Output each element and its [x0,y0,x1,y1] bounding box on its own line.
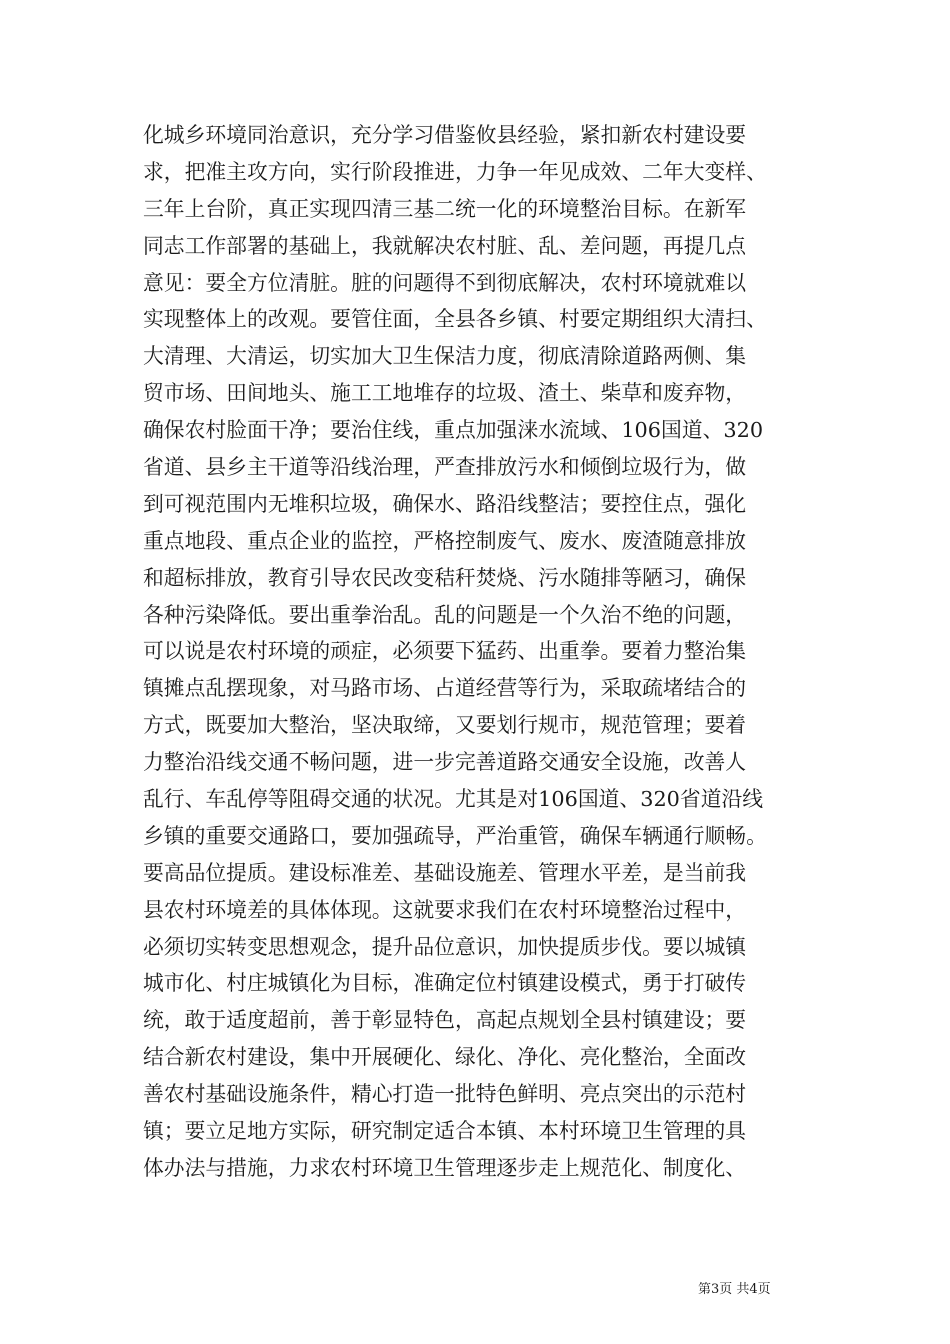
text-line: 结合新农村建设，集中开展硬化、绿化、净化、亮化整治，全面改 [143,1045,747,1070]
text-line: 乱行、车乱停等阻碍交通的状况。尤其是对106国道、320省道沿线 [143,787,764,812]
text-line: 必须切实转变思想观念，提升品位意识，加快提质步伐。要以城镇 [143,934,747,959]
text-line: 实现整体上的改观。要管住面，全县各乡镇、村要定期组织大清扫、 [143,307,767,332]
text-line: 和超标排放，教育引导农民改变秸秆焚烧、污水随排等陋习，确保 [143,565,747,590]
text-line: 统，敢于适度超前，善于彰显特色，高起点规划全县村镇建设；要 [143,1008,747,1033]
text-line: 各种污染降低。要出重拳治乱。乱的问题是一个久治不绝的问题， [143,602,747,627]
text-line: 省道、县乡主干道等沿线治理，严查排放污水和倾倒垃圾行为，做 [143,455,747,480]
text-line: 求，把准主攻方向，实行阶段推进，力争一年见成效、二年大变样、 [143,159,767,184]
text-line: 三年上台阶，真正实现四清三基二统一化的环境整治目标。在新军 [143,196,747,221]
text-line: 力整治沿线交通不畅问题，进一步完善道路交通安全设施，改善人 [143,750,747,775]
body-text [143,117,843,1187]
page-number: 第3页 共4页 [698,1282,771,1297]
text-line: 要高品位提质。建设标准差、基础设施差、管理水平差，是当前我 [143,860,747,885]
text-line: 意见：要全方位清脏。脏的问题得不到彻底解决，农村环境就难以 [143,270,747,295]
text-line: 城市化、村庄城镇化为目标，准确定位村镇建设模式，勇于打破传 [143,971,747,996]
text-line: 镇摊点乱摆现象，对马路市场、占道经营等行为，采取疏堵结合的 [143,676,747,701]
text-line: 方式，既要加大整治，坚决取缔，又要划行规市，规范管理；要着 [143,713,747,738]
text-line: 镇；要立足地方实际，研究制定适合本镇、本村环境卫生管理的具 [143,1119,747,1144]
text-line: 同志工作部署的基础上，我就解决农村脏、乱、差问题，再提几点 [143,233,747,258]
text-line: 体办法与措施，力求农村环境卫生管理逐步走上规范化、制度化、 [143,1155,747,1180]
text-line: 大清理、大清运，切实加大卫生保洁力度，彻底清除道路两侧、集 [143,344,747,369]
text-line: 化城乡环境同治意识，充分学习借鉴攸县经验，紧扣新农村建设要 [143,123,747,147]
text-line: 确保农村脸面干净；要治住线，重点加强涞水流域、106国道、320 [143,418,764,443]
text-line: 重点地段、重点企业的监控，严格控制废气、废水、废渣随意排放 [143,528,747,553]
text-line: 贸市场、田间地头、施工工地堆存的垃圾、渣土、柴草和废弃物， [143,381,747,406]
text-line: 可以说是农村环境的顽症，必须要下猛药、出重拳。要着力整治集 [143,639,747,664]
text-line: 乡镇的重要交通路口，要加强疏导，严治重管，确保车辆通行顺畅。 [143,823,767,848]
text-line: 到可视范围内无堆积垃圾，确保水、路沿线整洁；要控住点，强化 [143,491,747,516]
text-line: 善农村基础设施条件，精心打造一批特色鲜明、亮点突出的示范村 [143,1082,747,1107]
text-line: 县农村环境差的具体体现。这就要求我们在农村环境整治过程中， [143,897,747,922]
